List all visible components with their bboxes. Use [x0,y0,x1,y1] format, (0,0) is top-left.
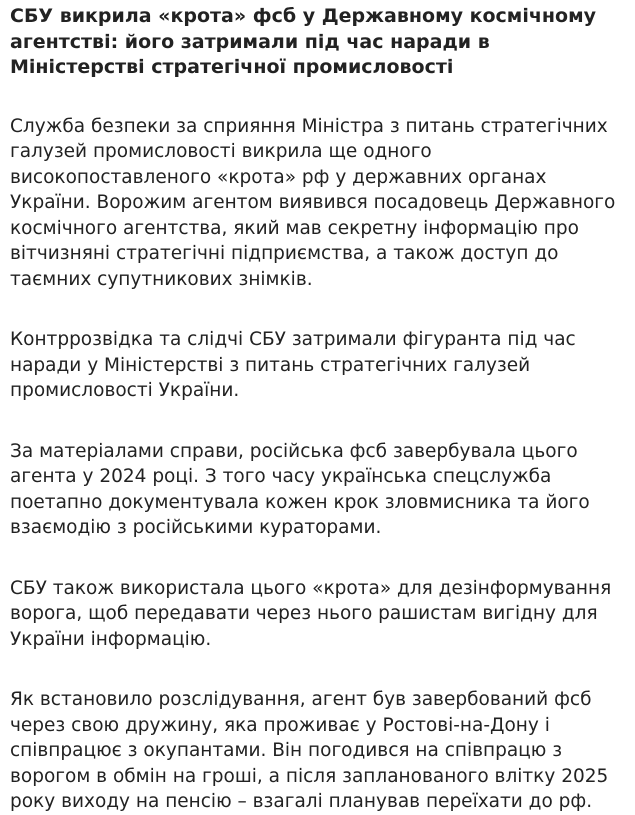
article [10,4,630,815]
article-paragraph: Контррозвідка та слідчі СБУ затримали фігуранта під час наради у Міністерстві з питань стратегічних галузей промисловості України. [10,329,576,401]
article-paragraph: Як встановило розслідування, агент був завербований фсб через свою дружину, яка проживає у Ростові-на-Дону і співпрацює з окупантами. Він погодився на співпрацю з ворогом в обмін на гроші, а після запланованого влітку 2025 року виходу на пенсію – взагалі планував переїхати до рф. [10,689,609,812]
article-paragraph: СБУ також використала цього «крота» для дезінформування ворога, щоб передавати через нього рашистам вигідну для України інформацію. [10,577,612,650]
article-paragraph: Служба безпеки за сприяння Міністра з питань стратегічних галузей промисловості викрила ще одного високопоставленого «крота» рф у державних органах України. Ворожим агентом виявився посадовець Державного космічного агентства, який мав секретну інформацію про вітчизняні стратегічні підприємства, а також доступ до таємних супутникових знімків. [10,115,616,290]
article-paragraph: За матеріалами справи, російська фсб завербувала цього агента у 2024 році. З того часу українська спецслужба поетапно документувала кожен крок зловмисника та його взаємодію з російськими кураторами. [10,440,590,538]
article-headline: СБУ викрила «крота» фсб у Державному космічному агентстві: його затримали під час наради в Міністерстві стратегічної промисловості [10,5,596,78]
